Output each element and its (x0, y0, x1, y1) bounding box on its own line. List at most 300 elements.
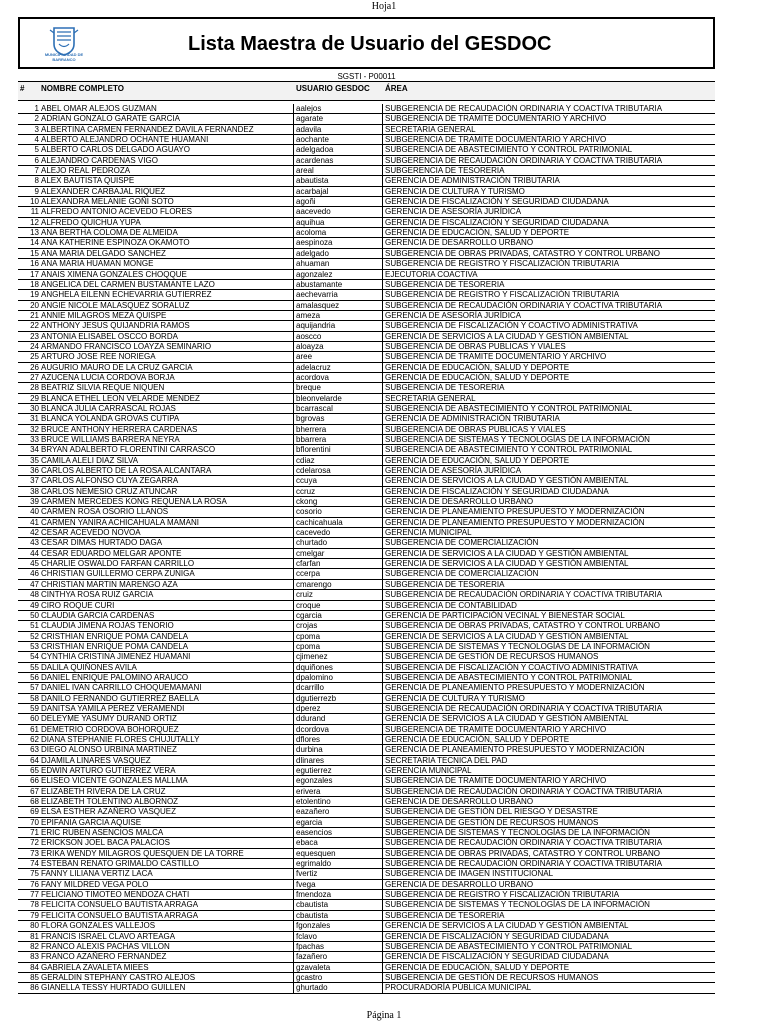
column-divider (293, 156, 294, 165)
area: GERENCIA DE PLANEAMIENTO PRESUPUESTO Y MODERNIZACIÓN (385, 517, 645, 527)
column-divider (382, 280, 383, 289)
area: GERENCIA DE ASESORÍA JURÍDICA (385, 466, 522, 476)
column-divider (293, 342, 294, 351)
column-divider (382, 290, 383, 299)
column-divider (382, 787, 383, 796)
column-divider (293, 880, 294, 889)
row-number: 83 (30, 952, 39, 962)
gesdoc-user: bherrera (296, 424, 327, 434)
column-divider (293, 766, 294, 775)
row-number: 32 (30, 424, 39, 434)
table-row (18, 321, 715, 331)
full-name: ANA BERTHA COLOMA DE ALMEIDA (41, 228, 178, 238)
column-divider (382, 394, 383, 403)
table-row (18, 363, 715, 373)
gesdoc-user: adelgado (296, 248, 329, 258)
full-name: ALEXANDER CARBAJAL RIQUEZ (41, 186, 166, 196)
column-divider (293, 735, 294, 744)
column-divider (382, 321, 383, 330)
row-number: 48 (30, 590, 39, 600)
area: SUBGERENCIA DE TESORERIA (385, 910, 505, 920)
area: SUBGERENCIA DE SISTEMAS Y TECNOLOGÍAS DE LA INFORMACIÓN (385, 900, 650, 910)
area: GERENCIA DE PLANEAMIENTO PRESUPUESTO Y MODERNIZACIÓN (385, 745, 645, 755)
full-name: CINTHYA ROSA RUIZ GARCIA (41, 590, 154, 600)
table-row (18, 694, 715, 704)
column-divider (382, 187, 383, 196)
area: SUBGERENCIA DE GESTIÓN DEL RIESGO Y DESASTRE (385, 807, 598, 817)
gesdoc-user: cpoma (296, 631, 321, 641)
column-divider (382, 725, 383, 734)
column-header-area: ÁREA (385, 84, 408, 93)
column-divider (293, 518, 294, 527)
table-row (18, 342, 715, 352)
table-row (18, 776, 715, 786)
full-name: CARLOS NEMESIO CRUZ ATUNCAR (41, 486, 178, 496)
row-number: 55 (30, 662, 39, 672)
row-number: 36 (30, 466, 39, 476)
column-divider (293, 259, 294, 268)
area: SUBGERENCIA DE ABASTECIMIENTO Y CONTROL PATRIMONIAL (385, 145, 633, 155)
column-divider (382, 197, 383, 206)
gesdoc-user: aoscco (296, 331, 322, 341)
table-row (18, 435, 715, 445)
row-number: 58 (30, 693, 39, 703)
column-divider (382, 632, 383, 641)
gesdoc-user: adelgadoa (296, 145, 334, 155)
table-row (18, 249, 715, 259)
area: SUBGERENCIA DE CONTABILIDAD (385, 600, 517, 610)
full-name: FRANCO ALEXIS PACHAS VILLON (41, 941, 170, 951)
table-row (18, 611, 715, 621)
row-number: 64 (30, 755, 39, 765)
column-divider (382, 425, 383, 434)
column-divider (382, 528, 383, 537)
column-divider (382, 249, 383, 258)
full-name: ESTEBAN RENATO GRIMALDO CASTILLO (41, 859, 199, 869)
gesdoc-user: ahuaman (296, 259, 330, 269)
area: SUBGERENCIA DE TRAMITE DOCUMENTARIO Y ARCHIVO (385, 724, 607, 734)
gesdoc-user: aalejos (296, 104, 322, 113)
row-number: 19 (30, 290, 39, 300)
column-divider (293, 921, 294, 930)
row-number: 74 (30, 859, 39, 869)
column-divider (293, 890, 294, 899)
full-name: ALEJO REAL PEDROZA (41, 166, 131, 176)
column-divider (382, 611, 383, 620)
full-name: CARMEN MERCEDES KONG REQUENA LA ROSA (41, 497, 227, 507)
table-row (18, 787, 715, 797)
column-divider (382, 569, 383, 578)
column-divider (382, 911, 383, 920)
table-row (18, 332, 715, 342)
row-number: 5 (34, 145, 39, 155)
table-row (18, 559, 715, 569)
row-number: 34 (30, 445, 39, 455)
area: SUBGERENCIA DE IMAGEN INSTITUCIONAL (385, 869, 554, 879)
gesdoc-user: cmarengo (296, 579, 332, 589)
gesdoc-user: bcarrascal (296, 403, 333, 413)
area: GERENCIA DE SERVICIOS A LA CIUDAD Y GESTIÓN AMBIENTAL (385, 476, 629, 486)
table-row (18, 859, 715, 869)
gesdoc-user: aacevedo (296, 207, 331, 217)
column-divider (293, 507, 294, 516)
table-row (18, 735, 715, 745)
area: GERENCIA DE FISCALIZACIÓN Y SEGURIDAD CIUDADANA (385, 952, 609, 962)
table-row (18, 259, 715, 269)
column-divider (382, 538, 383, 547)
table-row (18, 518, 715, 528)
column-divider (293, 983, 294, 992)
table-row (18, 445, 715, 455)
column-divider (382, 301, 383, 310)
full-name: ELIZABETH RIVERA DE LA CRUZ (41, 786, 166, 796)
gesdoc-user: fvega (296, 879, 316, 889)
column-divider (382, 135, 383, 144)
table-row (18, 890, 715, 900)
full-name: ANGELICA DEL CARMEN BUSTAMANTE LAZO (41, 279, 215, 289)
row-number: 86 (30, 983, 39, 993)
column-divider (293, 538, 294, 547)
table-row (18, 621, 715, 631)
row-number: 25 (30, 352, 39, 362)
gesdoc-user: bflorentini (296, 445, 331, 455)
full-name: ALBERTINA CARMEN FERNANDEZ DAVILA FERNANDEZ (41, 124, 254, 134)
full-name: CARLOS ALFONSO CUYA ZEGARRA (41, 476, 179, 486)
area: SUBGERENCIA DE ABASTECIMIENTO Y CONTROL PATRIMONIAL (385, 445, 633, 455)
full-name: DIANA STEPHANIE FLORES CHUJUTALLY (41, 734, 200, 744)
row-number: 22 (30, 321, 39, 331)
full-name: EDWIN ARTURO GUTIERREZ VERA (41, 766, 176, 775)
full-name: CESAR ACEVEDO NOVOA (41, 528, 141, 538)
full-name: AZUCENA LUCIA CORDOVA BORJA (41, 372, 175, 382)
column-divider (293, 145, 294, 154)
column-divider (382, 859, 383, 868)
full-name: CHRISTIAN GUILLERMO CERPA ZUNIGA (41, 569, 195, 579)
row-number: 65 (30, 766, 39, 775)
table-row (18, 125, 715, 135)
row-number: 40 (30, 507, 39, 517)
row-number: 44 (30, 548, 39, 558)
area: SUBGERENCIA DE OBRAS PUBLICAS Y VIALES (385, 341, 566, 351)
full-name: EPIFANIA GARCIA AQUISE (41, 817, 142, 827)
area: SUBGERENCIA DE GESTIÓN DE RECURSOS HUMANOS (385, 817, 599, 827)
gesdoc-user: aree (296, 352, 313, 362)
column-divider (293, 797, 294, 806)
row-number: 60 (30, 714, 39, 724)
column-divider (382, 559, 383, 568)
row-number: 33 (30, 435, 39, 444)
table-row (18, 156, 715, 166)
gesdoc-user: aloayza (296, 341, 324, 351)
column-divider (293, 932, 294, 941)
row-number: 37 (30, 476, 39, 486)
table-row (18, 352, 715, 362)
column-divider (382, 207, 383, 216)
gesdoc-user: fvertiz (296, 869, 318, 879)
table-row (18, 549, 715, 559)
column-divider (293, 787, 294, 796)
full-name: ELISEO VICENTE GONZALES MALLMA (41, 776, 188, 786)
full-name: ARMANDO FRANCISCO LOAYZA SEMINARIO (41, 341, 212, 351)
column-divider (293, 425, 294, 434)
column-divider (293, 611, 294, 620)
sheet-name: Hoja1 (371, 1, 397, 12)
table-row (18, 683, 715, 693)
table-row (18, 973, 715, 983)
full-name: ERIC RUBEN ASENCIOS MALCA (41, 828, 164, 838)
area: SUBGERENCIA DE COMERCIALIZACIÓN (385, 569, 539, 579)
column-divider (293, 197, 294, 206)
document-code: SGSTI - P00011 (337, 72, 396, 81)
gesdoc-user: fclavo (296, 931, 317, 941)
column-divider (293, 663, 294, 672)
area: GERENCIA DE DESARROLLO URBANO (385, 879, 534, 889)
full-name: BRUCE ANTHONY HERRERA CARDENAS (41, 424, 198, 434)
table-row (18, 673, 715, 683)
area: GERENCIA DE PARTICIPACIÓN VECINAL Y BIENESTAR SOCIAL (385, 610, 625, 620)
column-divider (293, 125, 294, 134)
row-number: 42 (30, 528, 39, 538)
row-number: 15 (30, 248, 39, 258)
table-row (18, 414, 715, 424)
column-divider (382, 807, 383, 816)
column-divider (382, 963, 383, 972)
column-divider (293, 828, 294, 837)
area: SUBGERENCIA DE RECAUDACIÓN ORDINARIA Y COACTIVA TRIBUTARIA (385, 859, 663, 869)
full-name: ALBERTO CARLOS DELGADO AGUAYO (41, 145, 190, 155)
area: SECRETARIA TECNICA DEL PAD (385, 755, 508, 765)
gesdoc-user: abustamante (296, 279, 343, 289)
gesdoc-user: etolentino (296, 797, 331, 807)
table-row (18, 849, 715, 859)
gesdoc-user: ebaca (296, 838, 318, 848)
full-name: BLANCA YOLANDA GROVAS CUTIPA (41, 414, 180, 424)
column-divider (293, 642, 294, 651)
gesdoc-user: cmelgar (296, 548, 325, 558)
row-number: 14 (30, 238, 39, 248)
column-divider (293, 114, 294, 123)
row-number: 76 (30, 879, 39, 889)
gesdoc-user: breque (296, 383, 321, 393)
gesdoc-user: egutierrez (296, 766, 332, 775)
table-row (18, 187, 715, 197)
area: SUBGERENCIA DE REGISTRO Y FISCALIZACIÓN TRIBUTARIA (385, 259, 620, 269)
full-name: ANTONIA ELISABEL OSCCO BORDA (41, 331, 178, 341)
table-row (18, 580, 715, 590)
full-name: DEMETRIO CORDOVA BOHORQUEZ (41, 724, 179, 734)
table-row (18, 869, 715, 879)
gesdoc-user: cbautista (296, 910, 329, 920)
gesdoc-user: egrimaldo (296, 859, 332, 869)
gesdoc-user: aechevarria (296, 290, 338, 300)
column-divider (382, 869, 383, 878)
area: SUBGERENCIA DE TESORERIA (385, 279, 505, 289)
area: GERENCIA DE PLANEAMIENTO PRESUPUESTO Y MODERNIZACIÓN (385, 683, 645, 693)
table-row (18, 290, 715, 300)
full-name: DANIEL ENRIQUE PALOMINO ARAUCO (41, 672, 189, 682)
column-divider (382, 435, 383, 444)
area: GERENCIA DE ASESORÍA JURÍDICA (385, 310, 522, 320)
full-name: ANNIE MILAGROS MEZA QUISPE (41, 310, 167, 320)
row-number: 3 (34, 124, 39, 134)
column-divider (293, 332, 294, 341)
column-divider (382, 383, 383, 392)
column-divider (293, 621, 294, 630)
column-divider (382, 580, 383, 589)
column-divider (382, 145, 383, 154)
row-number: 77 (30, 890, 39, 900)
column-divider (293, 373, 294, 382)
row-number: 79 (30, 910, 39, 920)
column-divider (382, 166, 383, 175)
column-divider (382, 776, 383, 785)
logo-caption: MUNICIPALIDAD DE BARRANCO (44, 52, 84, 62)
column-divider (293, 601, 294, 610)
column-divider (293, 228, 294, 237)
table-row (18, 642, 715, 652)
column-divider (382, 973, 383, 982)
row-number: 24 (30, 341, 39, 351)
full-name: DELEYME YASUMY DURAND ORTIZ (41, 714, 177, 724)
area: SUBGERENCIA DE SISTEMAS Y TECNOLOGÍAS DE LA INFORMACIÓN (385, 828, 650, 838)
gesdoc-user: dpalomino (296, 672, 333, 682)
row-number: 26 (30, 362, 39, 372)
row-number: 59 (30, 703, 39, 713)
row-number: 61 (30, 724, 39, 734)
column-divider (293, 104, 294, 113)
table-row (18, 135, 715, 145)
column-divider (293, 280, 294, 289)
table-row (18, 838, 715, 848)
area: GERENCIA DE SERVICIOS A LA CIUDAD Y GESTIÓN AMBIENTAL (385, 559, 629, 569)
area: PROCURADORÍA PÚBLICA MUNICIPAL (385, 983, 532, 993)
area: GERENCIA DE EDUCACIÓN, SALUD Y DEPORTE (385, 372, 570, 382)
column-divider (382, 621, 383, 630)
row-number: 66 (30, 776, 39, 786)
full-name: CYNTHIA CRISTINA JIMENEZ HUAMANI (41, 652, 191, 662)
column-divider (293, 963, 294, 972)
column-header-num: # (20, 84, 25, 93)
area: GERENCIA DE SERVICIOS A LA CIUDAD Y GESTIÓN AMBIENTAL (385, 714, 629, 724)
table-row (18, 228, 715, 238)
table-row (18, 714, 715, 724)
area: GERENCIA DE SERVICIOS A LA CIUDAD Y GESTIÓN AMBIENTAL (385, 921, 629, 931)
area: SUBGERENCIA DE TRAMITE DOCUMENTARIO Y ARCHIVO (385, 776, 607, 786)
column-divider (293, 580, 294, 589)
column-divider (382, 890, 383, 899)
area: GERENCIA DE EDUCACIÓN, SALUD Y DEPORTE (385, 734, 570, 744)
full-name: ERICKSON JOEL BACA PALACIOS (41, 838, 170, 848)
table-row (18, 807, 715, 817)
area: SUBGERENCIA DE RECAUDACIÓN ORDINARIA Y COACTIVA TRIBUTARIA (385, 838, 663, 848)
area: GERENCIA DE DESARROLLO URBANO (385, 497, 534, 507)
gesdoc-user: dflores (296, 734, 321, 744)
full-name: FELICIANO TIMOTEO MENDOZA CHATI (41, 890, 190, 900)
column-divider (382, 735, 383, 744)
gesdoc-user: acoloma (296, 228, 327, 238)
full-name: CHRISTIAN MARTIN MARENGO AZA (41, 579, 178, 589)
row-number: 20 (30, 300, 39, 310)
column-divider (293, 435, 294, 444)
full-name: ANGIE NICOLE MALASQUEZ SORALUZ (41, 300, 190, 310)
gesdoc-user: gcastro (296, 972, 323, 982)
column-divider (382, 652, 383, 661)
row-number: 85 (30, 972, 39, 982)
column-divider (293, 683, 294, 692)
table-row (18, 942, 715, 952)
table-row (18, 828, 715, 838)
table-row (18, 456, 715, 466)
row-number: 81 (30, 931, 39, 941)
column-divider (293, 973, 294, 982)
row-number: 51 (30, 621, 39, 631)
gesdoc-user: adavila (296, 124, 322, 134)
full-name: CARLOS ALBERTO DE LA ROSA ALCANTARA (41, 466, 212, 476)
gesdoc-user: agonzalez (296, 269, 333, 279)
area: GERENCIA DE FISCALIZACIÓN Y SEGURIDAD CIUDADANA (385, 217, 609, 227)
table-row (18, 394, 715, 404)
row-number: 47 (30, 579, 39, 589)
row-number: 53 (30, 641, 39, 651)
column-divider (382, 590, 383, 599)
row-number: 41 (30, 517, 39, 527)
column-divider (293, 869, 294, 878)
table-row (18, 176, 715, 186)
table-row (18, 963, 715, 973)
area: SUBGERENCIA DE TRAMITE DOCUMENTARIO Y ARCHIVO (385, 135, 607, 145)
column-divider (293, 311, 294, 320)
table-row (18, 880, 715, 890)
gesdoc-user: cbautista (296, 900, 329, 910)
row-number: 78 (30, 900, 39, 910)
row-number: 6 (34, 155, 39, 165)
full-name: CARMEN ROSA OSORIO LLANOS (41, 507, 169, 517)
table-row (18, 932, 715, 942)
area: SUBGERENCIA DE RECAUDACIÓN ORDINARIA Y COACTIVA TRIBUTARIA (385, 590, 663, 600)
area: SUBGERENCIA DE GESTIÓN DE RECURSOS HUMANOS (385, 972, 599, 982)
row-number: 2 (34, 114, 39, 124)
column-divider (293, 673, 294, 682)
row-number: 21 (30, 310, 39, 320)
column-divider (382, 456, 383, 465)
gesdoc-user: crojas (296, 621, 318, 631)
column-divider (293, 652, 294, 661)
column-divider (293, 414, 294, 423)
column-divider (382, 114, 383, 123)
column-divider (293, 301, 294, 310)
row-number: 11 (30, 207, 39, 217)
column-divider (382, 270, 383, 279)
row-number: 16 (30, 259, 39, 269)
table-row (18, 704, 715, 714)
full-name: DANILO FERNANDO GUTIERREZ BAELLA (41, 693, 199, 703)
area: SUBGERENCIA DE TESORERIA (385, 383, 505, 393)
row-number: 4 (34, 135, 39, 145)
area: SUBGERENCIA DE SISTEMAS Y TECNOLOGÍAS DE LA INFORMACIÓN (385, 641, 650, 651)
gesdoc-user: cacevedo (296, 528, 331, 538)
column-divider (382, 714, 383, 723)
row-number: 52 (30, 631, 39, 641)
row-number: 68 (30, 797, 39, 807)
row-number: 50 (30, 610, 39, 620)
gesdoc-user: agarate (296, 114, 324, 124)
area: SUBGERENCIA DE ABASTECIMIENTO Y CONTROL PATRIMONIAL (385, 941, 633, 951)
full-name: AUGURIO MAURO DE LA CRUZ GARCIA (41, 362, 193, 372)
column-divider (293, 807, 294, 816)
row-number: 82 (30, 941, 39, 951)
area: GERENCIA DE EDUCACIÓN, SALUD Y DEPORTE (385, 962, 570, 972)
row-number: 27 (30, 372, 39, 382)
